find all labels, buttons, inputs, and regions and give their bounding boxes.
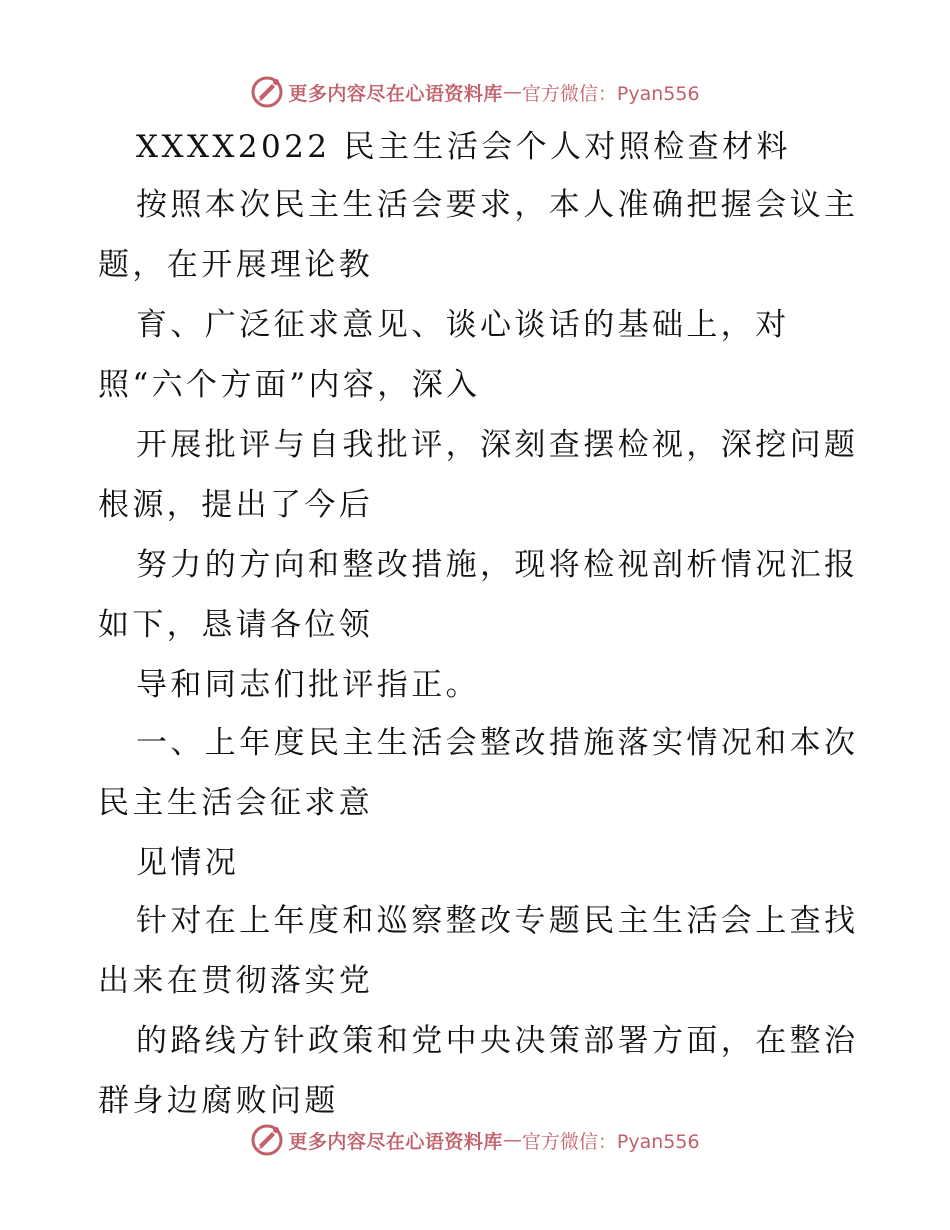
watermark-separator: — [502, 1129, 522, 1151]
logo-icon [250, 75, 284, 109]
paragraph-line: 育、广泛征求意见、谈心谈话的基础上，对 [136, 307, 790, 343]
paragraph-line: 按照本次民主生活会要求，本人准确把握会议主 [136, 187, 859, 223]
section-heading-cont: 民主生活会征求意 [98, 785, 374, 821]
paragraph-line: 开展批评与自我批评，深刻查摆检视，深挖问题 [136, 427, 859, 463]
paragraph-line: 努力的方向和整改措施，现将检视剖析情况汇报 [136, 547, 859, 583]
paragraph-line: 根源，提出了今后 [98, 487, 374, 523]
document-body [98, 118, 858, 1132]
watermark-wechat: 官方微信：Pyan556 [521, 1130, 700, 1153]
section-heading-cont: 见情况 [136, 845, 240, 881]
paragraph-line: 导和同志们批评指正。 [136, 667, 480, 703]
paragraph-line: 如下，恳请各位领 [98, 607, 374, 643]
paragraph-line: 的路线方针政策和党中央决策部署方面，在整治 [136, 1023, 859, 1059]
watermark-text: 更多内容尽在心语资料库 [288, 82, 503, 105]
document-title: XXXX2022 民主生活会个人对照检查材料 [136, 129, 791, 165]
logo-icon [250, 1123, 284, 1157]
watermark-footer [0, 1120, 950, 1160]
watermark-text: 更多内容尽在心语资料库 [288, 1130, 503, 1153]
watermark-header [0, 72, 950, 112]
watermark-wechat: 官方微信：Pyan556 [521, 82, 700, 105]
paragraph-line: 群身边腐败问题 [98, 1083, 339, 1119]
section-heading: 一、上年度民主生活会整改措施落实情况和本次 [136, 725, 859, 761]
paragraph-line: 照“六个方面”内容，深入 [98, 367, 481, 403]
watermark-separator: — [502, 81, 522, 103]
paragraph-line: 针对在上年度和巡察整改专题民主生活会上查找 [136, 903, 859, 939]
paragraph-line: 题，在开展理论教 [98, 247, 374, 283]
paragraph-line: 出来在贯彻落实党 [98, 963, 374, 999]
